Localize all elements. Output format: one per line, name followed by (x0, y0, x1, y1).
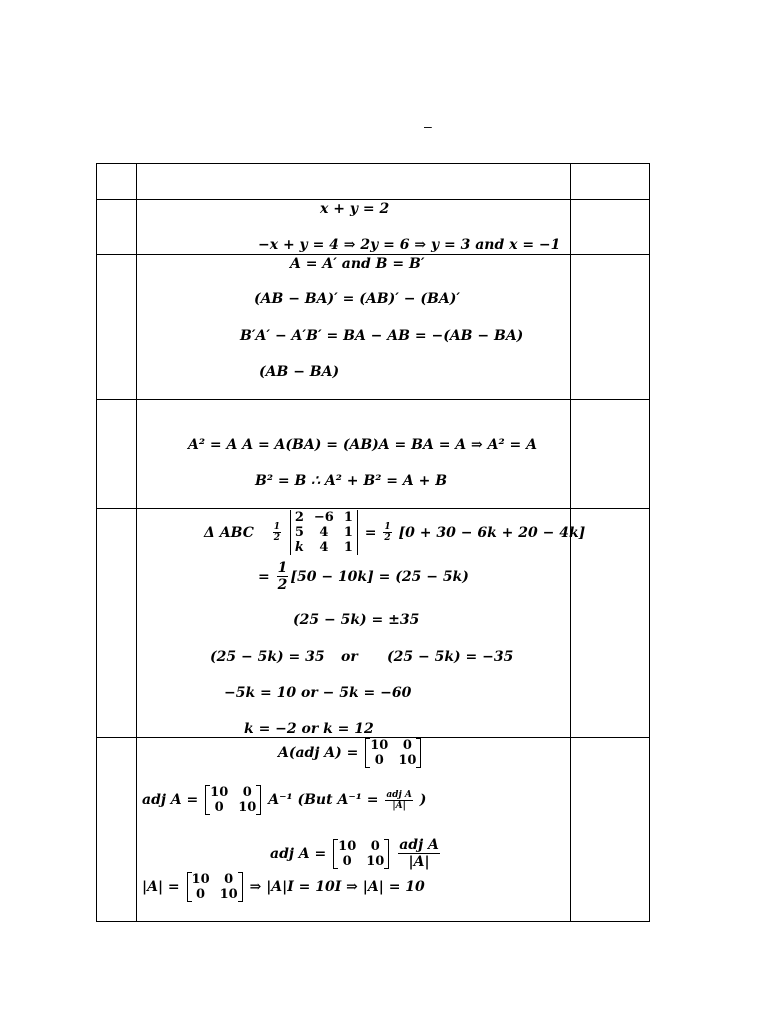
matrix-equation: |A| = 10 0 0 10 ⇒ |A|I = 10I ⇒ |A| = 10 (142, 872, 425, 902)
column-divider (136, 164, 137, 921)
matrix: 10 0 0 10 (333, 839, 389, 869)
equation: A = A′ and B = B′ (290, 256, 425, 272)
matrix-equation: adj A = 10 0 0 10 A⁻¹ (But A⁻¹ = $\frac{\text{adj A}}{|A|}$ ) (142, 785, 427, 815)
equation: (25 − 5k) = ±35 (293, 612, 420, 628)
equation: −5k = 10 or − 5k = −60 (224, 685, 412, 701)
matrix-equation: adj A = 10 0 0 10 $\frac{\text{adj A}}{|A|}$ (270, 837, 439, 870)
equation: x + y = 2 (320, 201, 390, 217)
equation: B′A′ − A′B′ = BA − AB = −(AB − BA) (240, 328, 524, 344)
header-dash: – (424, 118, 432, 134)
matrix: 10 0 0 10 (187, 872, 243, 902)
equation: B² = B ∴ A² + B² = A + B (255, 473, 448, 489)
row-divider (97, 508, 649, 509)
equation: = $\frac{1}{2}$ [50 − 10k] = (25 − 5k) (258, 560, 469, 593)
determinant: 2 −6 1 5 4 1 k 4 1 (290, 510, 358, 555)
equation: (25 − 5k) = −35 (387, 649, 514, 665)
determinant-equation: Δ ABC $\frac{1}{2}$ 2 −6 1 5 4 1 k 4 1 = $\frac{1}{2}$ [0 + 30 − 6k + 20 − 4k] (204, 510, 586, 555)
equation: (AB − BA) (259, 364, 340, 380)
matrix: 10 0 0 10 (205, 785, 261, 815)
row-divider (97, 399, 649, 400)
equation: (AB − BA)′ = (AB)′ − (BA)′ (254, 291, 461, 307)
equation: k = −2 or k = 12 (244, 721, 374, 737)
equation: (25 − 5k) = 35 (210, 649, 325, 665)
equation: −x + y = 4 ⇒ 2y = 6 ⇒ y = 3 and x = −1 (258, 237, 561, 253)
equation: A² = A A = A(BA) = (AB)A = BA = A ⇒ A² = A (188, 437, 537, 453)
equation: or (341, 649, 358, 665)
matrix: 10 0 0 10 (365, 738, 421, 768)
matrix-equation: A(adj A) = 10 0 0 10 (278, 738, 423, 768)
